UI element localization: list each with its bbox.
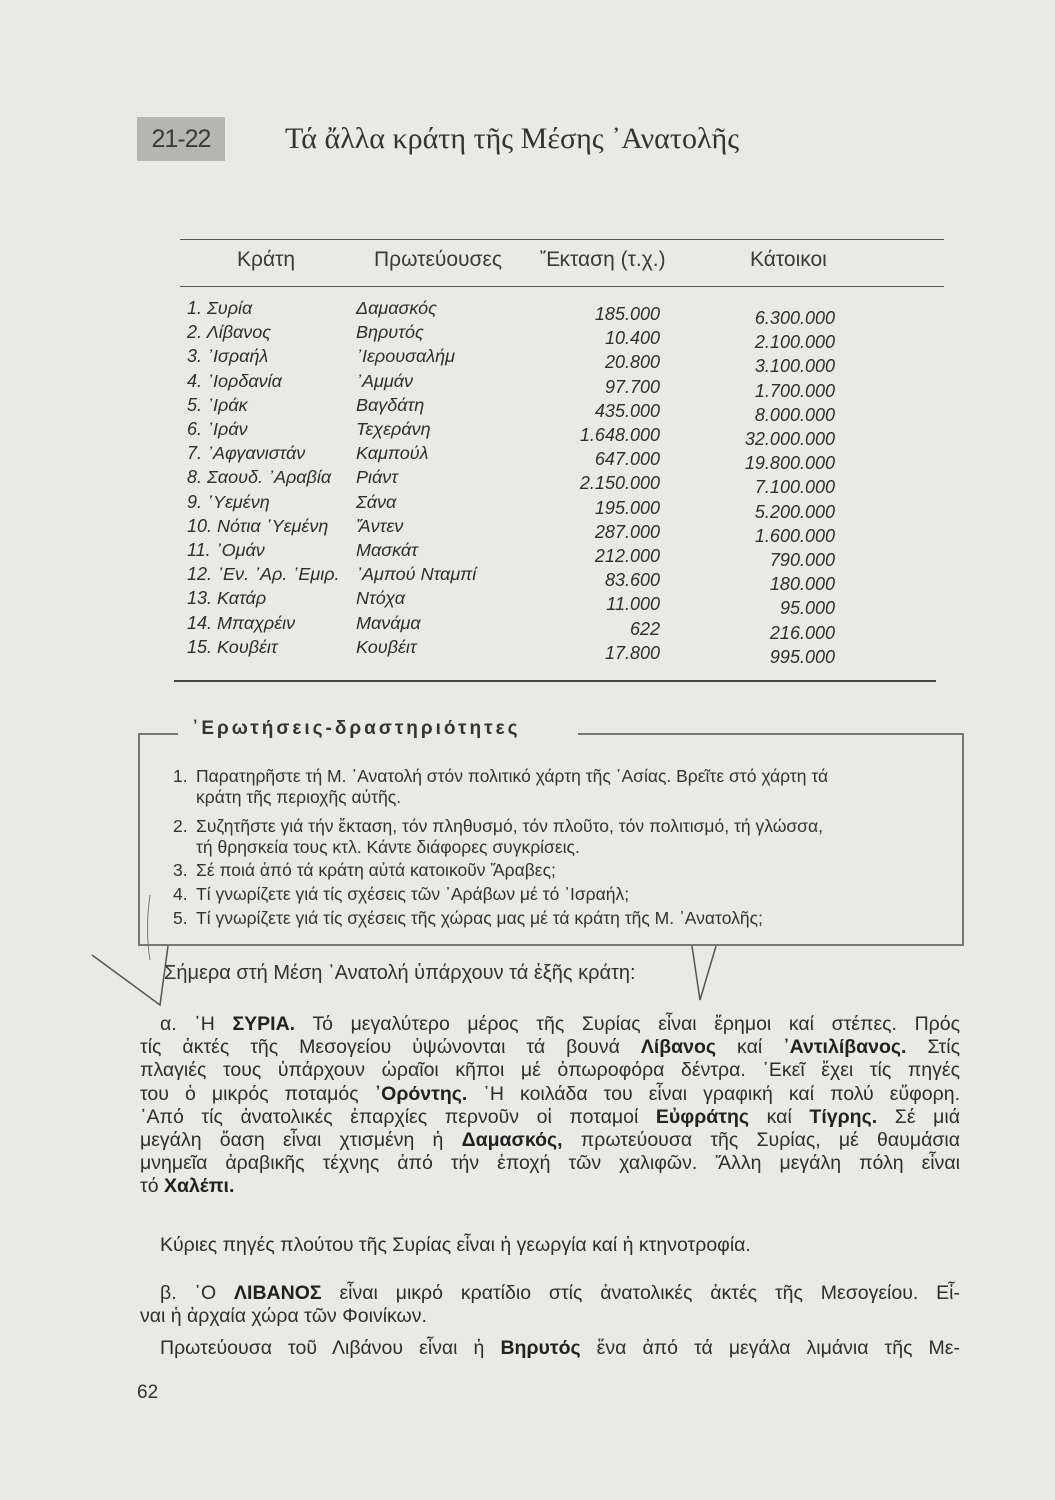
capital-cell: Βηρυτός <box>356 322 424 343</box>
country-cell: 7. ᾿Αφγανιστάν <box>187 443 306 464</box>
capital-cell: Ντόχα <box>356 588 406 609</box>
capital-cell: ᾿Ιερουσαλήμ <box>356 346 455 367</box>
capital-cell: ᾿Αμμάν <box>356 370 413 391</box>
page-title: Τά ἄλλα κράτη τῆς Μέσης ᾿Ανατολῆς <box>285 122 740 155</box>
area-cell: 647.000 <box>594 449 660 470</box>
question-number: 2. <box>173 816 188 836</box>
paragraph-line: μνημεῖα ἀραβικῆς τέχνης ἀπό τήν ἐποχή τῶν χαλιφῶν. Ἄλλη μεγάλη πόλη εἶναι <box>140 1152 960 1175</box>
population-cell: 3.100.000 <box>754 356 835 377</box>
population-cell: 1.700.000 <box>754 380 835 401</box>
area-cell: 17.800 <box>604 642 660 663</box>
paragraph-line: τό Χαλέπι. <box>140 1175 235 1198</box>
pencil-stroke <box>148 895 151 960</box>
states-intro: Σήμερα στή Μέση ᾿Ανατολή ὑπάρχουν τά ἑξῆς κράτη: <box>164 962 636 984</box>
column-header-states: Κράτη <box>237 248 296 271</box>
paragraph-line: τίς ἀκτές τῆς Μεσογείου ὑψώνονται τά βουνά Λίβανος καί ᾿Αντιλίβανος. Στίς <box>140 1036 960 1059</box>
population-cell: 95.000 <box>779 598 835 619</box>
country-cell: 8. Σαουδ. ᾿Αραβία <box>187 467 332 488</box>
syria-wealth: Κύριες πηγές πλούτου τῆς Συρίας εἶναι ἡ γεωργία καί ἡ κτηνοτροφία. <box>160 1234 751 1256</box>
area-cell: 287.000 <box>594 521 660 542</box>
population-cell: 2.100.000 <box>754 332 835 353</box>
country-cell: 13. Κατάρ <box>187 588 267 609</box>
population-cell: 5.200.000 <box>754 501 835 522</box>
country-cell: 6. ᾿Ιράν <box>187 419 248 439</box>
area-cell: 97.700 <box>604 376 660 397</box>
area-cell: 1.648.000 <box>579 425 660 445</box>
question-number: 3. <box>173 860 188 880</box>
area-cell: 622 <box>629 618 660 639</box>
country-cell: 14. Μπαχρέιν <box>187 612 296 633</box>
capital-cell: Ἄντεν <box>356 515 404 536</box>
question-number: 5. <box>173 908 188 928</box>
column-header-population: Κάτοικοι <box>750 248 827 271</box>
country-cell: 15. Κουβέιτ <box>187 636 278 657</box>
country-cell: 10. Νότια ῾Υεμένη <box>187 515 329 536</box>
capital-cell: Μανάμα <box>356 612 421 633</box>
paragraph-line: Πρωτεύουσα τοῦ Λιβάνου εἶναι ἡ Βηρυτός ἕνα ἀπό τά μεγάλα λιμάνια τῆς Με- <box>160 1337 960 1359</box>
question-text: Παρατηρῆστε τή Μ. ᾿Ανατολή στόν πολιτικό χάρτη τῆς ᾿Ασίας. Βρεῖτε στό χάρτη τά κράτη τῆς περιοχῆς αὐτῆς. <box>196 766 829 807</box>
questions-title: ᾿Ερωτήσεις-δραστηριότητες <box>192 718 521 739</box>
capital-cell: Ριάντ <box>356 467 399 488</box>
population-cell: 19.800.000 <box>744 453 835 474</box>
area-cell: 435.000 <box>594 400 660 421</box>
area-cell: 195.000 <box>594 497 660 518</box>
capital-cell: Βαγδάτη <box>356 394 425 415</box>
area-cell: 20.800 <box>604 352 660 373</box>
pencil-checkmark-left <box>92 946 168 1005</box>
page-number: 62 <box>137 1382 159 1403</box>
capital-cell: Καμπούλ <box>356 443 429 464</box>
capital-cell: Μασκάτ <box>356 540 418 560</box>
column-header-area: Ἔκταση (τ.χ.) <box>540 248 666 271</box>
country-cell: 3. ᾿Ισραήλ <box>187 346 269 367</box>
area-cell: 2.150.000 <box>579 473 660 494</box>
country-cell: 9. ῾Υεμένη <box>187 491 270 512</box>
question-number: 4. <box>173 884 188 904</box>
area-cell: 10.400 <box>604 328 660 349</box>
capital-cell: Δαμασκός <box>356 298 437 318</box>
area-cell: 185.000 <box>594 304 660 324</box>
area-cell: 83.600 <box>604 570 660 591</box>
population-cell: 8.000.000 <box>754 404 835 425</box>
population-cell: 7.100.000 <box>754 477 835 498</box>
population-cell: 6.300.000 <box>754 308 835 328</box>
capital-cell: Κουβέιτ <box>356 636 417 657</box>
population-cell: 180.000 <box>769 574 835 595</box>
question-number: 1. <box>173 766 188 786</box>
country-cell: 11. ᾿Ομάν <box>187 540 265 560</box>
population-cell: 32.000.000 <box>744 429 835 449</box>
paragraph-line: β. ῾Ο ΛΙΒΑΝΟΣ εἶναι μικρό κρατίδιο στίς ἀνατολικές ἀκτές τῆς Μεσογείου. Εἶ- <box>160 1282 960 1304</box>
country-cell: 5. ᾿Ιράκ <box>187 394 248 415</box>
capital-cell: Σάνα <box>356 491 397 512</box>
country-cell: 1. Συρία <box>187 298 253 318</box>
paragraph-line: μεγάλη ὄαση εἶναι χτισμένη ἡ Δαμασκός, πρωτεύουσα τῆς Συρίας, μέ θαυμάσια <box>140 1129 960 1152</box>
country-cell: 12. ᾿Εν. ᾿Αρ. ᾿Εμιρ. <box>187 564 340 585</box>
country-cell: 4. ᾿Ιορδανία <box>187 370 282 391</box>
question-text: Συζητῆστε γιά τήν ἔκταση, τόν πληθυσμό, τόν πλοῦτο, τόν πολιτισμό, τή γλώσσα, τή θρησκεία τους κτλ. Κάντε διάφορες συγκρίσεις. <box>196 816 823 857</box>
question-text: Τί γνωρίζετε γιά τίς σχέσεις τῆς χώρας μας μέ τά κράτη τῆς Μ. ᾿Ανατολῆς; <box>196 908 763 928</box>
paragraph-line: ναι ἡ ἀρχαία χώρα τῶν Φοινίκων. <box>140 1305 427 1328</box>
question-text: Σέ ποιά ἀπό τά κράτη αὐτά κατοικοῦν Ἄραβες; <box>196 860 556 880</box>
column-header-capitals: Πρωτεύουσες <box>374 248 502 271</box>
population-cell: 1.600.000 <box>754 525 835 546</box>
pencil-checkmark-right <box>692 946 716 1000</box>
capital-cell: Τεχεράνη <box>356 419 431 439</box>
paragraph-line: πλαγιές τους ὑπάρχουν ὡραῖοι κῆποι μέ ὀπωροφόρα δέντρα. ᾿Εκεῖ ἔχει τίς πηγές <box>140 1059 960 1082</box>
lesson-number-badge: 21-22 <box>137 117 225 161</box>
area-cell: 11.000 <box>606 594 660 615</box>
paragraph-line: α. ῾Η ΣΥΡΙΑ. Τό μεγαλύτερο μέρος τῆς Συρίας εἶναι ἔρημοι καί στέπες. Πρός <box>160 1013 960 1035</box>
population-cell: 790.000 <box>769 550 835 570</box>
area-cell: 212.000 <box>594 546 660 566</box>
population-cell: 995.000 <box>769 646 835 667</box>
paragraph-line: του ὁ μικρός ποταμός ᾿Ορόντης. ῾Η κοιλάδα του εἶναι γραφική καί πολύ εὔφορη. <box>140 1082 960 1105</box>
paragraph-line: ᾿Από τίς ἀνατολικές ἐπαρχίες περνοῦν οἱ ποταμοί Εὐφράτης καί Τίγρης. Σέ μιά <box>140 1105 960 1128</box>
country-cell: 2. Λίβανος <box>187 322 272 343</box>
population-cell: 216.000 <box>769 622 835 643</box>
question-text: Τί γνωρίζετε γιά τίς σχέσεις τῶν ᾿Αράβων μέ τό ᾿Ισραήλ; <box>196 884 630 904</box>
capital-cell: ᾿Αμπού Νταμπί <box>356 564 477 585</box>
